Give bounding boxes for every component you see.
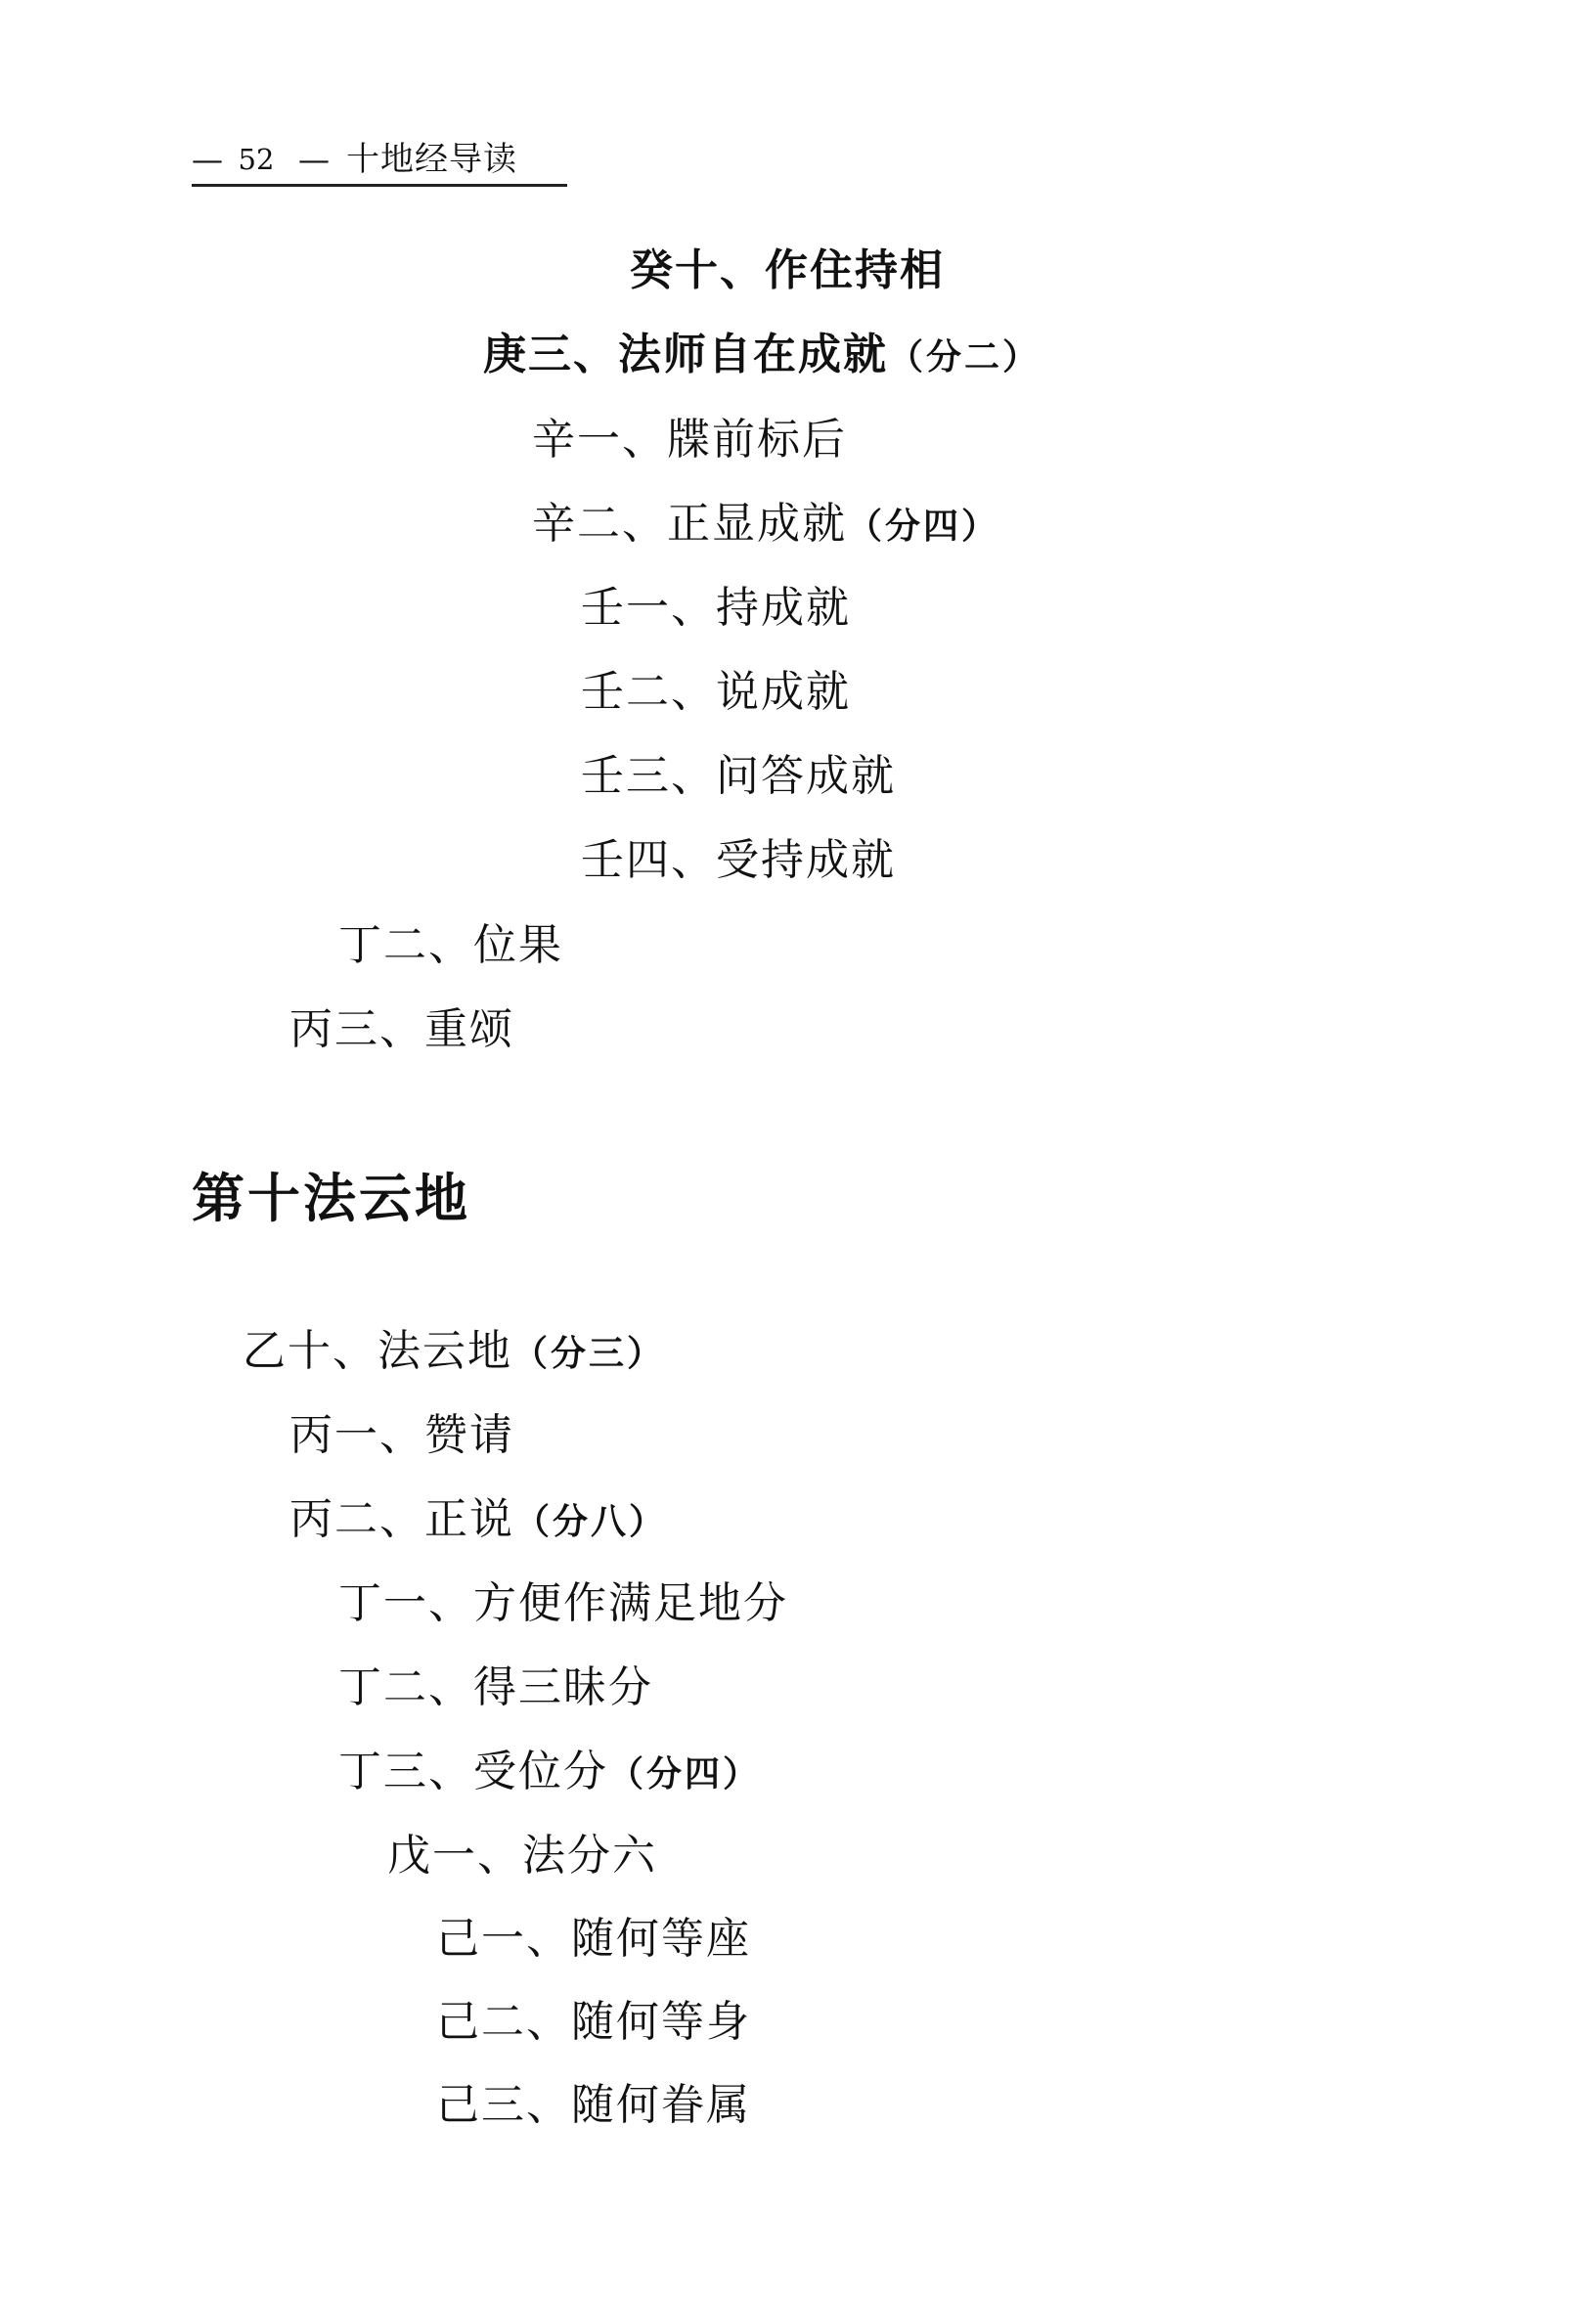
outline-label: 丁二、位果 bbox=[338, 920, 563, 970]
outline-label: 乙十、法云地 bbox=[243, 1326, 512, 1376]
outline-entry bbox=[338, 1743, 761, 1803]
outline-entry bbox=[338, 1659, 653, 1719]
outline-label: 丁一、方便作满足地分 bbox=[338, 1578, 788, 1628]
outline-entry bbox=[483, 326, 1041, 386]
outline-entry bbox=[338, 916, 563, 977]
outline-entry bbox=[581, 831, 896, 892]
outline-label: 丙二、正说 bbox=[289, 1494, 514, 1544]
outline-label: 己三、随何眷属 bbox=[436, 2080, 751, 2130]
outline-label: 壬二、说成就 bbox=[581, 667, 851, 717]
chapter-title: 第十法云地 bbox=[192, 1167, 470, 1229]
book-title: 十地经导读 bbox=[346, 140, 517, 179]
outline-entry bbox=[289, 1000, 514, 1061]
outline-entry bbox=[532, 411, 847, 471]
outline-note: （分四） bbox=[847, 506, 1000, 547]
outline-entry bbox=[581, 663, 851, 724]
outline-entry bbox=[387, 1827, 657, 1887]
outline-entry bbox=[436, 1993, 751, 2054]
outline-entry bbox=[581, 747, 896, 808]
outline-entry bbox=[436, 1910, 751, 1971]
outline-label: 丁三、受位分 bbox=[338, 1747, 608, 1796]
header-dash-left: — bbox=[192, 141, 223, 178]
header-dash-right: — bbox=[298, 141, 330, 178]
outline-entry bbox=[436, 2076, 751, 2137]
outline-label: 庚三、法师自在成就 bbox=[483, 330, 888, 379]
outline-note: （分八） bbox=[514, 1501, 668, 1542]
outline-label: 壬三、问答成就 bbox=[581, 751, 896, 801]
outline-entry bbox=[338, 1574, 788, 1635]
outline-label: 辛一、牒前标后 bbox=[532, 415, 847, 465]
outline-label: 丁二、得三昧分 bbox=[338, 1662, 653, 1712]
outline-entry bbox=[630, 242, 945, 302]
outline-label: 己一、随何等座 bbox=[436, 1914, 751, 1964]
outline-label: 丙三、重颂 bbox=[289, 1004, 514, 1054]
outline-note: （分二） bbox=[888, 336, 1042, 377]
outline-label: 戊一、法分六 bbox=[387, 1831, 657, 1881]
outline-entry bbox=[532, 495, 999, 555]
outline-note: （分三） bbox=[512, 1333, 666, 1374]
outline-label: 辛二、正显成就 bbox=[532, 499, 847, 549]
running-header bbox=[192, 135, 567, 187]
outline-label: 癸十、作住持相 bbox=[630, 245, 945, 295]
outline-entry bbox=[581, 579, 851, 640]
outline-label: 壬一、持成就 bbox=[581, 583, 851, 633]
outline-entry bbox=[243, 1322, 665, 1383]
outline-entry bbox=[289, 1406, 514, 1467]
outline-label: 壬四、受持成就 bbox=[581, 835, 896, 885]
outline-entry bbox=[289, 1490, 667, 1551]
outline-label: 己二、随何等身 bbox=[436, 1997, 751, 2047]
outline-note: （分四） bbox=[608, 1753, 762, 1794]
outline-label: 丙一、赞请 bbox=[289, 1410, 514, 1460]
page-number: 52 bbox=[238, 143, 275, 176]
